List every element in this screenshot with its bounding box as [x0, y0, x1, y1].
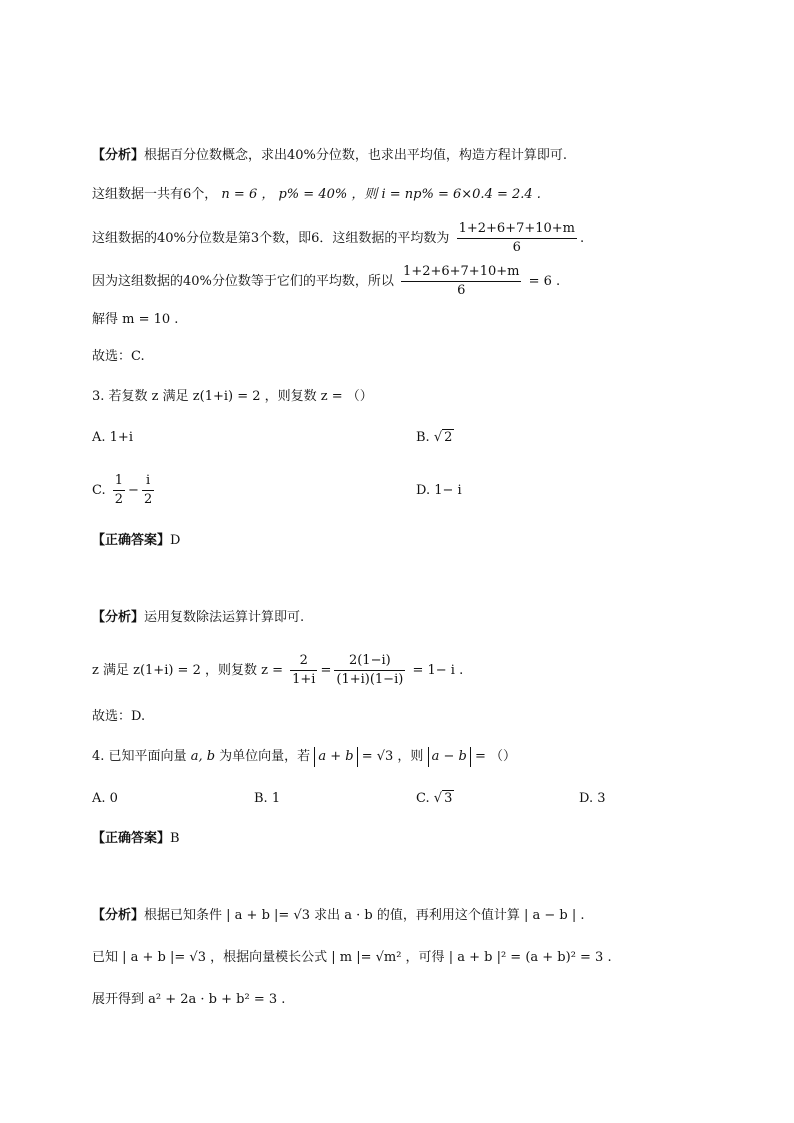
q3-solution: z 满足 z(1+i) = 2 ，则复数 z = $\frac{2}{1+i}$ = $\frac{2(1-i)}{(1+i)(1-i)}$ = 1− i .	[92, 653, 464, 687]
q3-option-c: C. $\frac{1}{2}$ − $\frac{i}{2}$	[92, 473, 153, 507]
mean-fraction: $\frac{1+2+6+7+10+m}{6}$	[458, 221, 575, 255]
q2-line3: 因为这组数据的40%分位数等于它们的平均数，所以 $\frac{1+2+6+7+10+m}{6}$ = 6 .	[92, 264, 561, 298]
q4-option-c: C. √ 3	[416, 791, 453, 806]
q2-line2: 这组数据的40%分位数是第3个数，即6．这组数据的平均数为 $\frac{1+2+6+7+10+m}{6}$ .	[92, 221, 585, 255]
q4-analysis: 【分析】根据已知条件 | a + b |= √3 求出 a · b 的值，再利用这个值计算 | a − b | .	[92, 908, 585, 923]
analysis-label: 【分析】	[92, 148, 145, 163]
q2-solution: 解得 m = 10 .	[92, 312, 179, 327]
q4-option-d: D. 3	[579, 791, 606, 806]
q2-analysis: 【分析】根据百分位数概念，求出40%分位数，也求出平均值，构造方程计算即可.	[92, 148, 568, 163]
mean-fraction-2: $\frac{1+2+6+7+10+m}{6}$	[403, 264, 520, 298]
q3-option-b: B. √ 2	[416, 430, 453, 445]
q2-line1: 这组数据一共有6个， n = 6 ， p% = 40% ，则 i = np% = 6×0.4 = 2.4 .	[92, 187, 541, 202]
q3-option-d: D. 1− i	[416, 483, 462, 498]
q4-option-b: B. 1	[254, 791, 281, 806]
q3-answer: 【正确答案】D	[92, 533, 181, 548]
q3-option-a: A. 1+i	[92, 430, 133, 445]
q4-option-a: A. 0	[92, 791, 118, 806]
q4-stem: 4. 已知平面向量 a, b 为单位向量，若 a + b = √3 ，则 a − b = （）	[92, 747, 516, 767]
q3-choice: 故选：D.	[92, 709, 146, 724]
q3-stem: 3. 若复数 z 满足 z(1+i) = 2 ，则复数 z = （）	[92, 389, 373, 404]
q4-answer: 【正确答案】B	[92, 831, 180, 846]
q4-known: 已知 | a + b |= √3 ，根据向量模长公式 | m |= √m² ，可得 | a + b |² = (a + b)² = 3 .	[92, 950, 612, 965]
q2-choice: 故选：C.	[92, 349, 145, 364]
q3-analysis: 【分析】运用复数除法运算计算即可.	[92, 610, 305, 625]
q4-expand: 展开得到 a² + 2a · b + b² = 3 .	[92, 992, 286, 1007]
